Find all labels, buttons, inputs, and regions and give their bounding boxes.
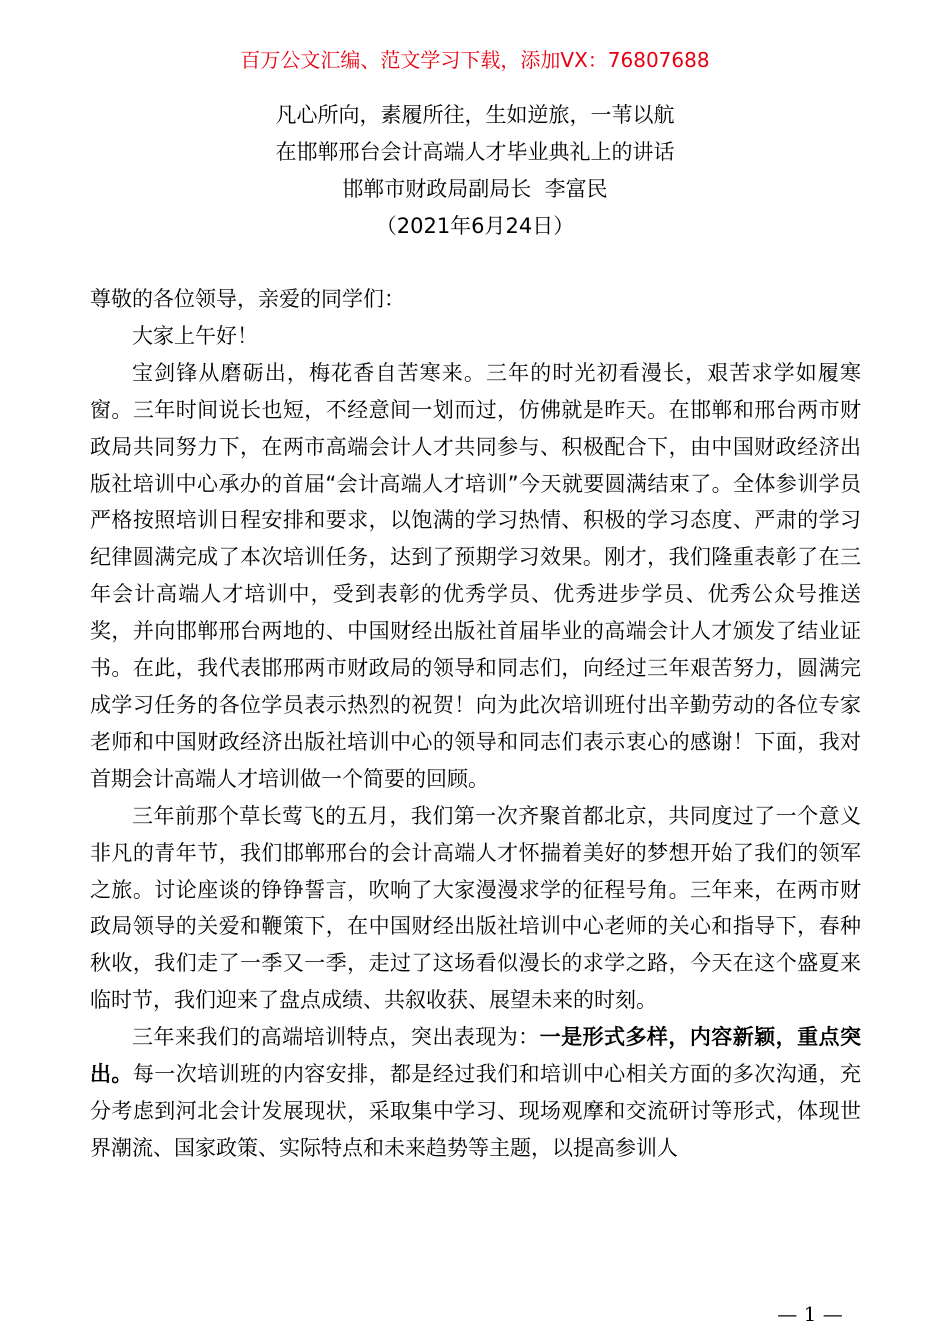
paragraph-3: [90, 1019, 861, 1167]
speech-body: [90, 281, 861, 1167]
speech-date: （2021年6月24日）: [375, 214, 575, 238]
paragraph-1: 宝剑锋从磨砺出，梅花香自苦寒来。三年的时光初看漫长，艰苦求学如履寒窗。三年时间说长也短，不经意间一划而过，仿佛就是昨天。在邯郸和邢台两市财政局共同努力下，在两市高端会计人才共同参与、积极配合下，由中国财政经济出版社培训中心承办的首届“会计高端人才培训”今天就要圆满结束了。全体参训学员严格按照培训日程安排和要求，以饱满的学习热情、积极的学习态度、严肃的学习纪律圆满完成了本次培训任务，达到了预期学习效果。刚才，我们隆重表彰了在三年会计高端人才培训中，受到表彰的优秀学员、优秀进步学员、优秀公众号推送奖，并向邯郸邢台两地的、中国财经出版社首届毕业的高端会计人才颁发了结业证书。在此，我代表邯邢两市财政局的领导和同志们，向经过三年艰苦努力，圆满完成学习任务的各位学员表示热烈的祝贺！向为此次培训班付出辛勤劳动的各位专家老师和中国财政经济出版社培训中心的领导和同志们表示衷心的感谢！下面，我对首期会计高端人才培训做一个简要的回顾。: [90, 360, 861, 791]
salutation: 尊敬的各位领导，亲爱的同学们：: [90, 287, 405, 311]
paragraph-3-intro: 三年来我们的高端培训特点，突出表现为：: [132, 1025, 540, 1050]
document-header: [0, 97, 950, 245]
document-subtitle: 在邯郸邢台会计高端人才毕业典礼上的讲话: [275, 140, 675, 164]
speaker-line: 邯郸市财政局副局长 李富民: [342, 177, 608, 201]
page-number: — 1 —: [777, 1302, 843, 1326]
document-title: 凡心所向，素履所往，生如逆旅，一苇以航: [275, 103, 675, 127]
paragraph-3-rest: 每一次培训班的内容安排，都是经过我们和培训中心相关方面的多次沟通，充分考虑到河北会计发展现状，采取集中学习、现场观摩和交流研讨等形式，体现世界潮流、国家政策、实际特点和未来趋势等主题，以提高参训人: [90, 1062, 861, 1160]
paragraph-2: 三年前那个草长莺飞的五月，我们第一次齐聚首都北京，共同度过了一个意义非凡的青年节，我们邯郸邢台的会计高端人才怀揣着美好的梦想开始了我们的领军之旅。讨论座谈的铮铮誓言，吹响了大家漫漫求学的征程号角。三年来，在两市财政局领导的关爱和鞭策下，在中国财经出版社培训中心老师的关心和指导下，春种秋收，我们走了一季又一季，走过了这场看似漫长的求学之路，今天在这个盛夏来临时节，我们迎来了盘点成绩、共叙收获、展望未来的时刻。: [90, 803, 861, 1013]
greeting: 大家上午好！: [132, 323, 258, 348]
promo-banner: 百万公文汇编、范文学习下载，添加VX：76807688: [240, 48, 710, 72]
paragraph-3-emphasis: 一是形式多样，内容新颖，重点突出。: [90, 1025, 862, 1087]
